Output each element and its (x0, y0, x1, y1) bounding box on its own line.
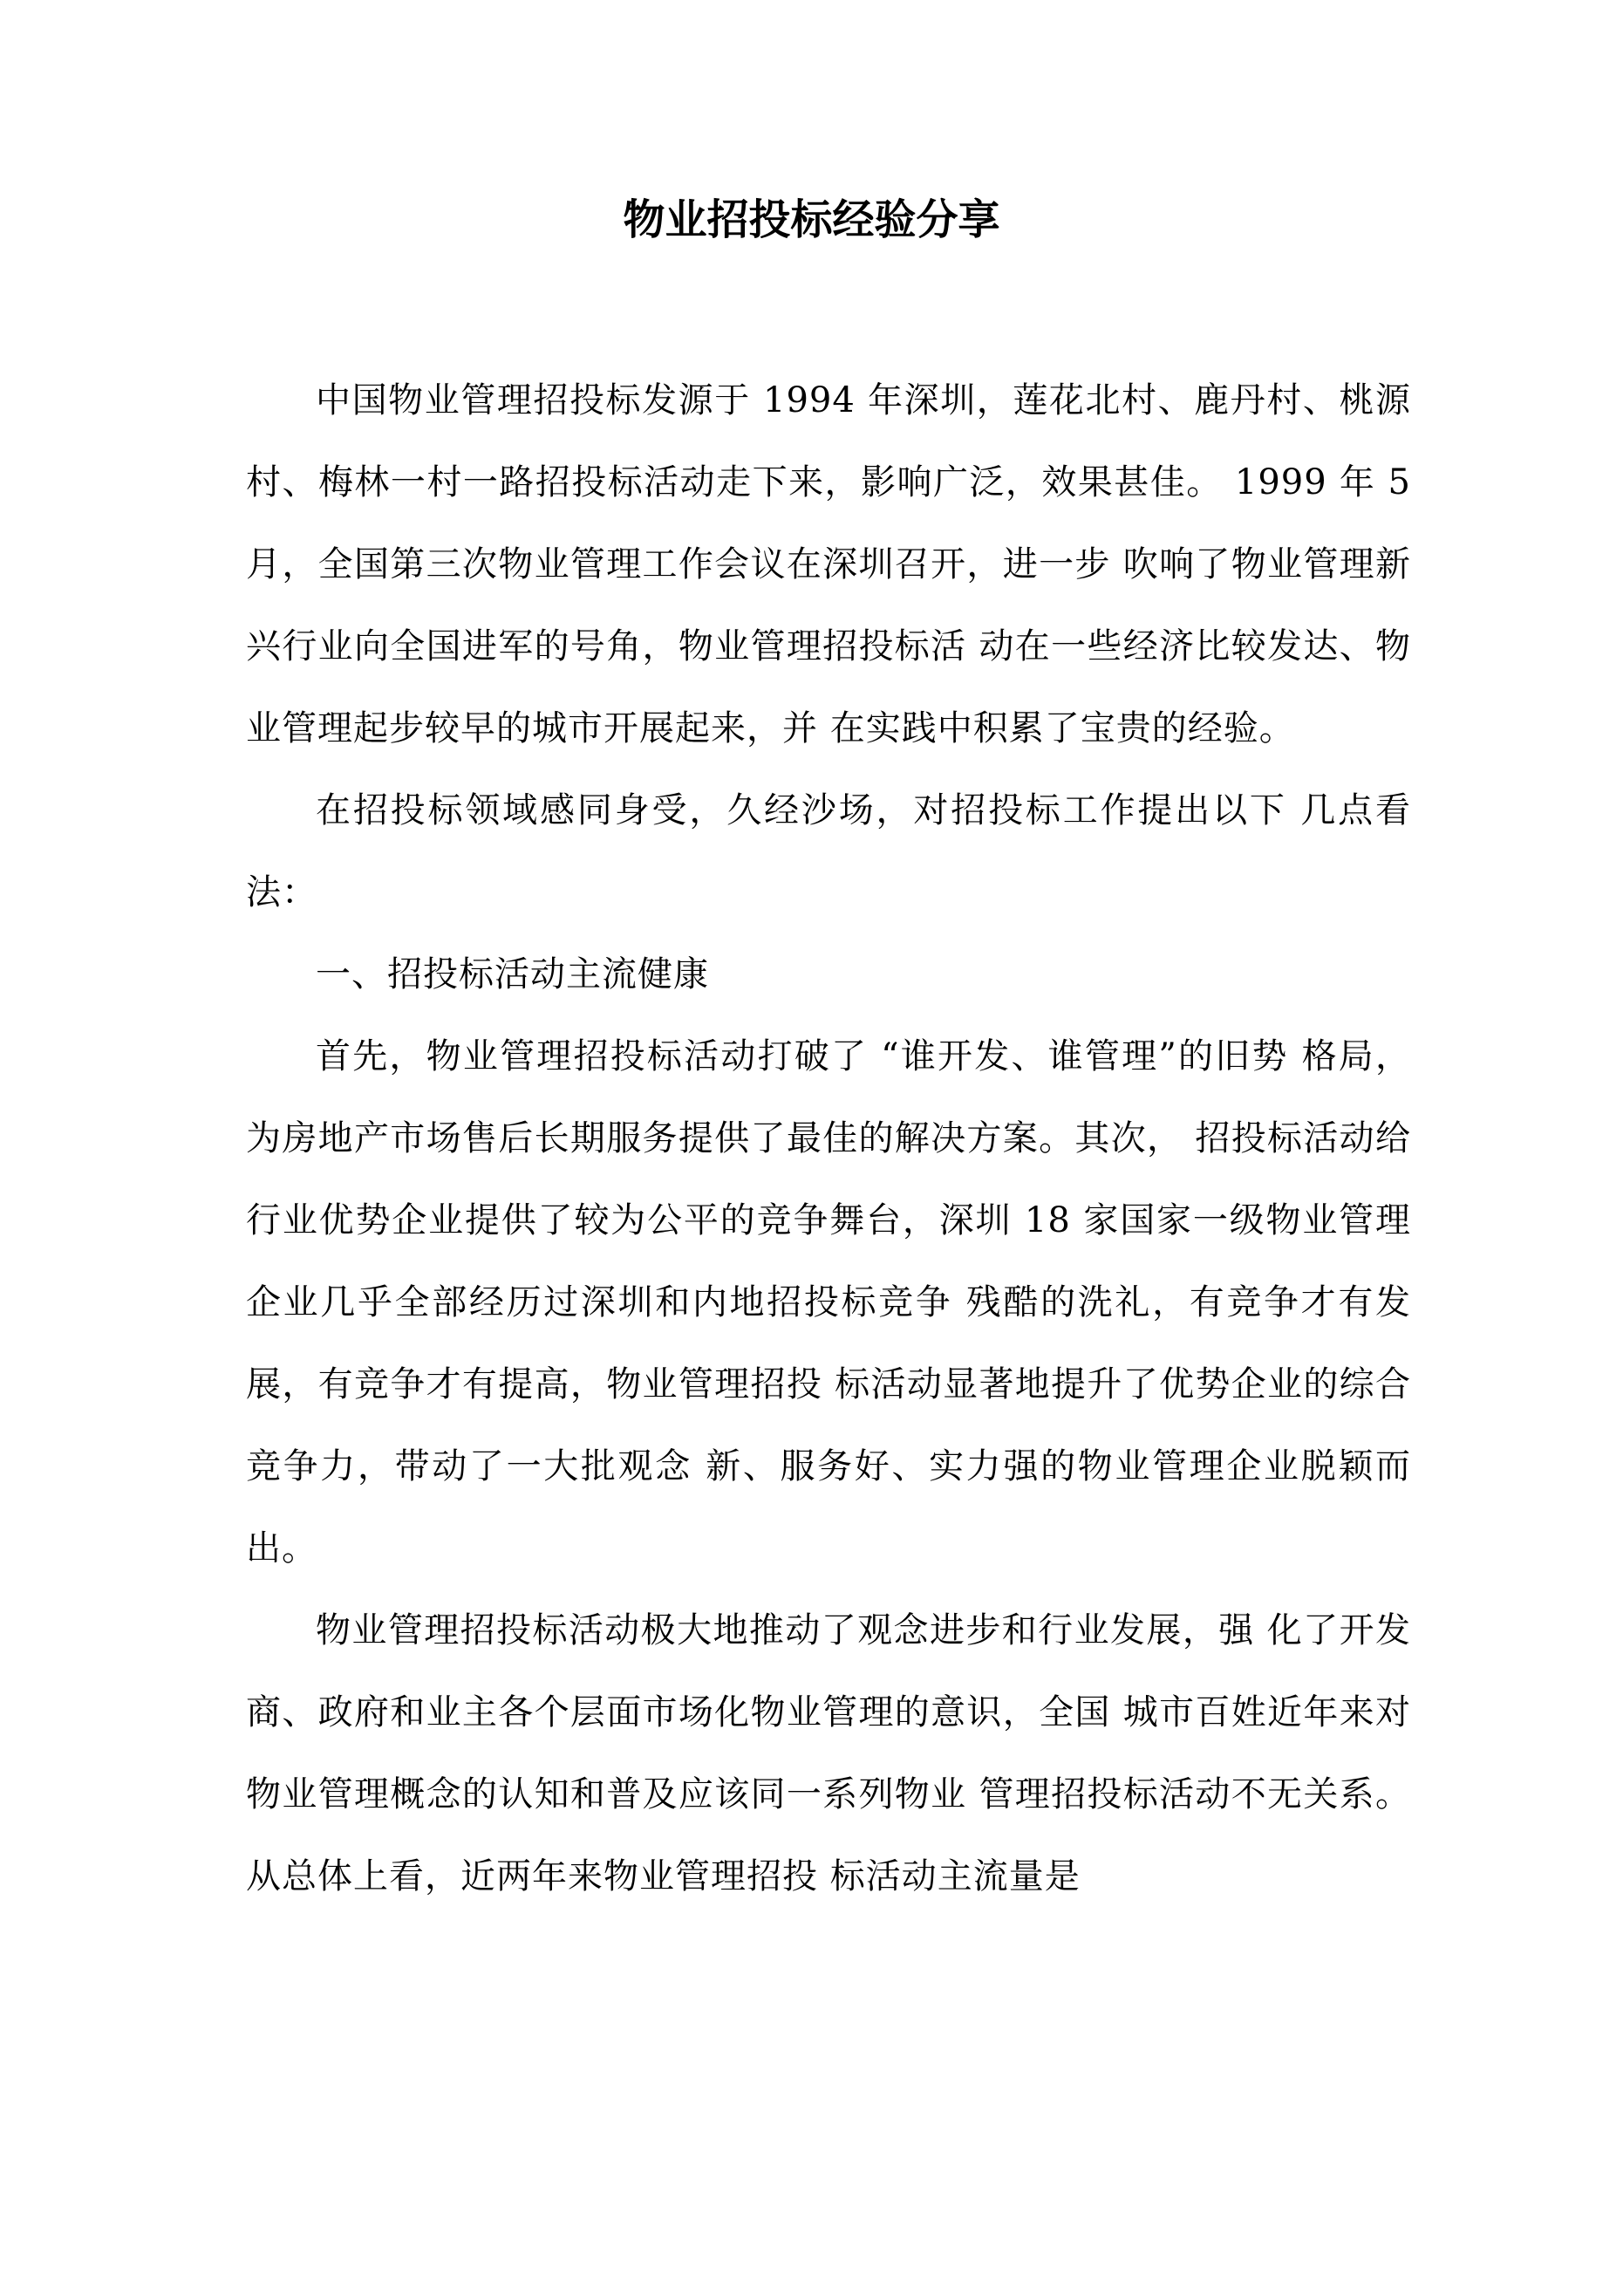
section-heading-1: 一、招投标活动主流健康 (316, 954, 709, 994)
paragraph-industry-progress: 物业管理招投标活动极大地推动了观念进步和行业发展，强 化了开发商、政府和业主各个层面市场化物业管理的意识，全国 城市百姓近年来对物业管理概念的认知和普及应该同一系列物业 管理招投标活动不无关系。从总体上看，近两年来物业管理招投 标活动主流量是 (246, 1610, 1411, 1896)
document-body (246, 359, 1411, 1917)
paragraph-first-benefits: 首先，物业管理招投标活动打破了 “谁开发、谁管理”的旧势 格局，为房地产市场售后长期服务提供了最佳的解决方案。其次， 招投标活动给行业优势企业提供了较为公平的竞争舞台，深圳 18 家国家一级物业管理企业几乎全部经历过深圳和内地招投标竞争 残酷的洗礼，有竞争才有发展，有竞争才有提高，物业管理招投 标活动显著地提升了优势企业的综合竞争力，带动了一大批观念 新、服务好、实力强的物业管理企业脱颖而出。 (246, 1036, 1411, 1568)
paragraph-origin: 中国物业管理招投标发源于 1994 年深圳，莲花北村、鹿丹村、桃源村、梅林一村一路招投标活动走下来，影响广泛，效果甚佳。 1999 年 5 月，全国第三次物业管理工作会议在深圳召开，进一步 吹响了物业管理新兴行业向全国进军的号角，物业管理招投标活 动在一些经济比较发达、物业管理起步较早的城市开展起来，并 在实践中积累了宝贵的经验。 (246, 380, 1411, 748)
document-title: 物业招投标经验分享 (623, 195, 1000, 244)
paragraph-views-intro: 在招投标领域感同身受，久经沙场，对招投标工作提出以下 几点看法： (246, 790, 1411, 912)
